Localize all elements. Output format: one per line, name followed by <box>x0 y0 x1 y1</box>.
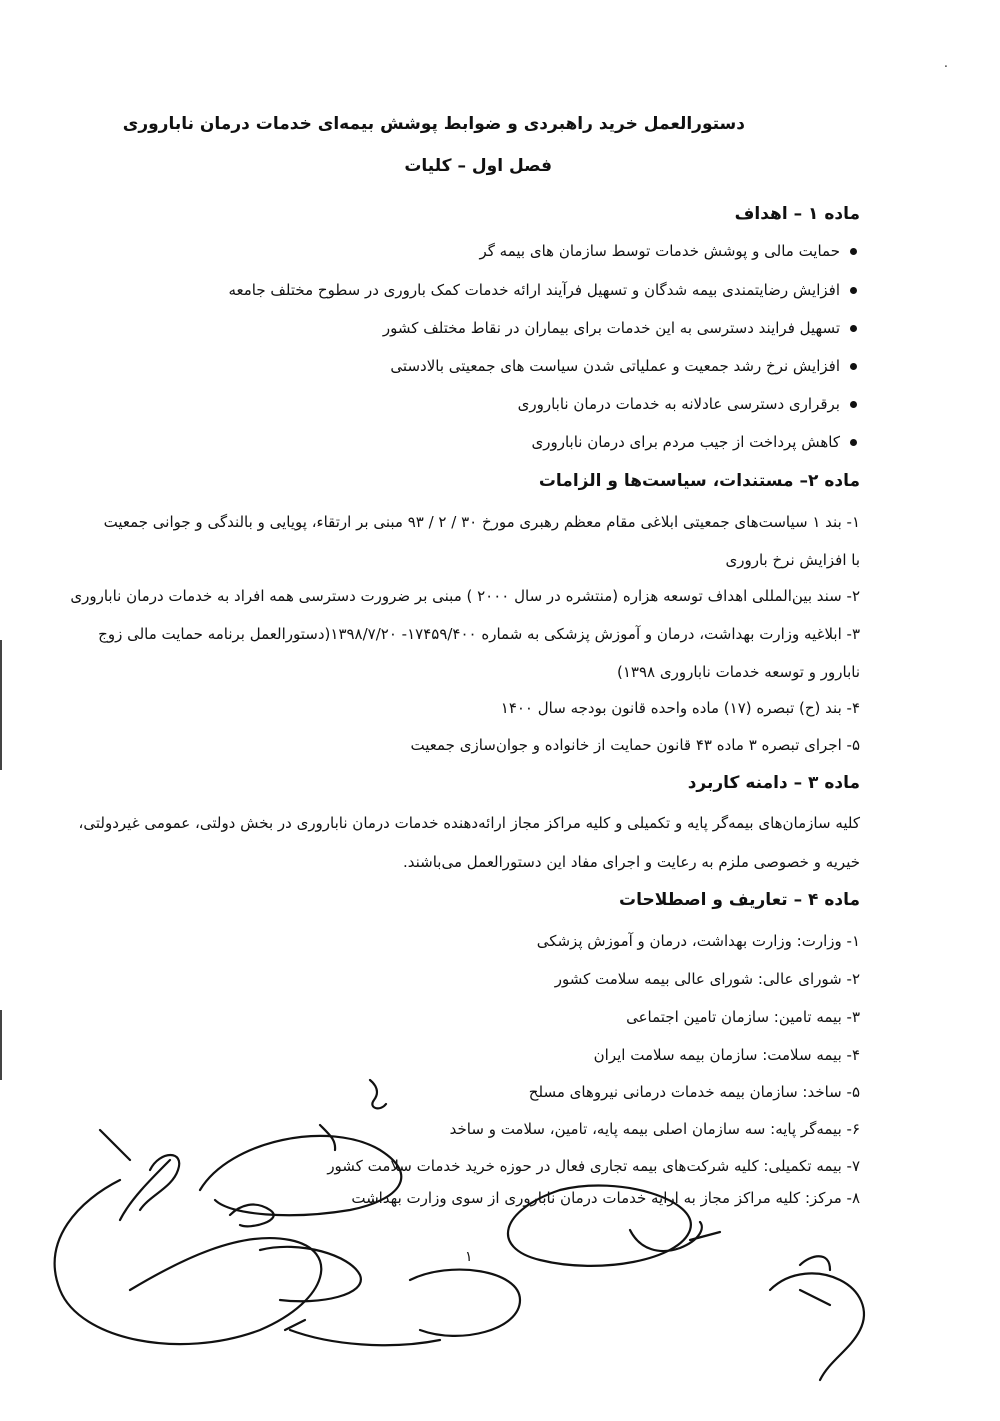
document-title: دستورالعمل خرید راهبردی و ضوابط پوشش بیمه‌ای خدمات درمان ناباروری <box>122 114 745 134</box>
article-3-line: کلیه سازمان‌های بیمه‌گر پایه و تکمیلی و کلیه مراکز مجاز ارائه‌دهنده خدمات درمان ناباروری در بخش دولتی، عمومی غیردولتی، <box>78 814 860 832</box>
scan-edge-line <box>0 640 2 770</box>
article-4-item: ۳- بیمه تامین: سازمان تامین اجتماعی <box>626 1008 860 1026</box>
bullet-icon <box>850 439 857 446</box>
article-4-item: ۲- شورای عالی: شورای عالی بیمه سلامت کشور <box>554 970 860 988</box>
article-4-item: ۸- مرکز: کلیه مراکز مجاز به ارایه خدمات درمان ناباروری از سوی وزارت بهداشت <box>351 1189 860 1207</box>
article-2-line: ۳- ابلاغیه وزارت بهداشت، درمان و آموزش پزشکی به شماره ۱۷۴۵۹/۴۰۰- ۱۳۹۸/۷/۲۰(دستورالعمل برنامه حمایت مالی زوج <box>98 625 860 643</box>
page-number: ۱ <box>465 1249 473 1265</box>
scan-mark-icon: · <box>943 60 948 75</box>
article-1-item: حمایت مالی و پوشش خدمات توسط سازمان های بیمه گر <box>479 242 840 260</box>
article-3-line: خیریه و خصوصی ملزم به رعایت و اجرای مفاد این دستورالعمل می‌باشند. <box>403 853 860 871</box>
article-4-item: ۷- بیمه تکمیلی: کلیه شرکت‌های بیمه تجاری فعال در حوزه خرید خدمات سلامت کشور <box>327 1157 860 1175</box>
article-1-item: افزایش نرخ رشد جمعیت و عملیاتی شدن سیاست های جمعیتی بالادستی <box>390 357 840 375</box>
bullet-icon <box>850 325 857 332</box>
article-4-item: ۶- بیمه‌گر پایه: سه سازمان اصلی بیمه پایه، تامین، سلامت و ساخد <box>449 1120 860 1138</box>
article-2-line: ۴- بند (ح) تبصره (۱۷) ماده واحده قانون بودجه سال ۱۴۰۰ <box>500 699 860 717</box>
article-1-item: افزایش رضایتمندی بیمه شدگان و تسهیل فرآیند ارائه خدمات کمک باروری در سطوح مختلف جامعه <box>228 281 840 299</box>
article-2-line: با افزایش نرخ باروری <box>725 551 860 569</box>
article-2-line: ۵- اجرای تبصره ۳ ماده ۴۳ قانون حمایت از خانواده و جوان‌سازی جمعیت <box>410 736 860 754</box>
chapter-title: فصل اول – کلیات <box>404 156 552 176</box>
article-2-heading: ماده ۲– مستندات، سیاست‌ها و الزامات <box>538 471 860 491</box>
article-1-item: کاهش پرداخت از جیب مردم برای درمان ناباروری <box>531 433 840 451</box>
bullet-icon <box>850 248 857 255</box>
article-4-heading: ماده ۴ – تعاریف و اصطلاحات <box>619 890 860 910</box>
article-2-line: ۱- بند ۱ سیاست‌های جمعیتی ابلاغی مقام معظم رهبری مورخ ۳۰ / ۲ / ۹۳ مبنی بر ارتقاء، پویایی و بالندگی و جوانی جمعیت <box>103 513 860 531</box>
article-4-item: ۱- وزارت: وزارت بهداشت، درمان و آموزش پزشکی <box>536 932 860 950</box>
bullet-icon <box>850 401 857 408</box>
article-4-item: ۵- ساخد: سازمان بیمه خدمات درمانی نیروهای مسلح <box>528 1083 860 1101</box>
scan-edge-line <box>0 1010 2 1080</box>
article-4-item: ۴- بیمه سلامت: سازمان بیمه سلامت ایران <box>593 1046 860 1064</box>
bullet-icon <box>850 287 857 294</box>
article-1-heading: ماده ۱ – اهداف <box>734 204 860 224</box>
bullet-icon <box>850 363 857 370</box>
article-3-heading: ماده ۳ – دامنه کاربرد <box>687 773 860 793</box>
article-2-line: نابارور و توسعه خدمات ناباروری ۱۳۹۸) <box>616 663 860 681</box>
article-1-item: تسهیل فرایند دسترسی به این خدمات برای بیماران در نقاط مختلف کشور <box>382 319 840 337</box>
article-2-line: ۲- سند بین‌المللی اهداف توسعه هزاره (منتشره در سال ۲۰۰۰ ) مبنی بر ضرورت دسترسی همه افراد به خدمات درمان ناباروری <box>70 587 860 605</box>
article-1-item: برقراری دسترسی عادلانه به خدمات درمان ناباروری <box>517 395 840 413</box>
